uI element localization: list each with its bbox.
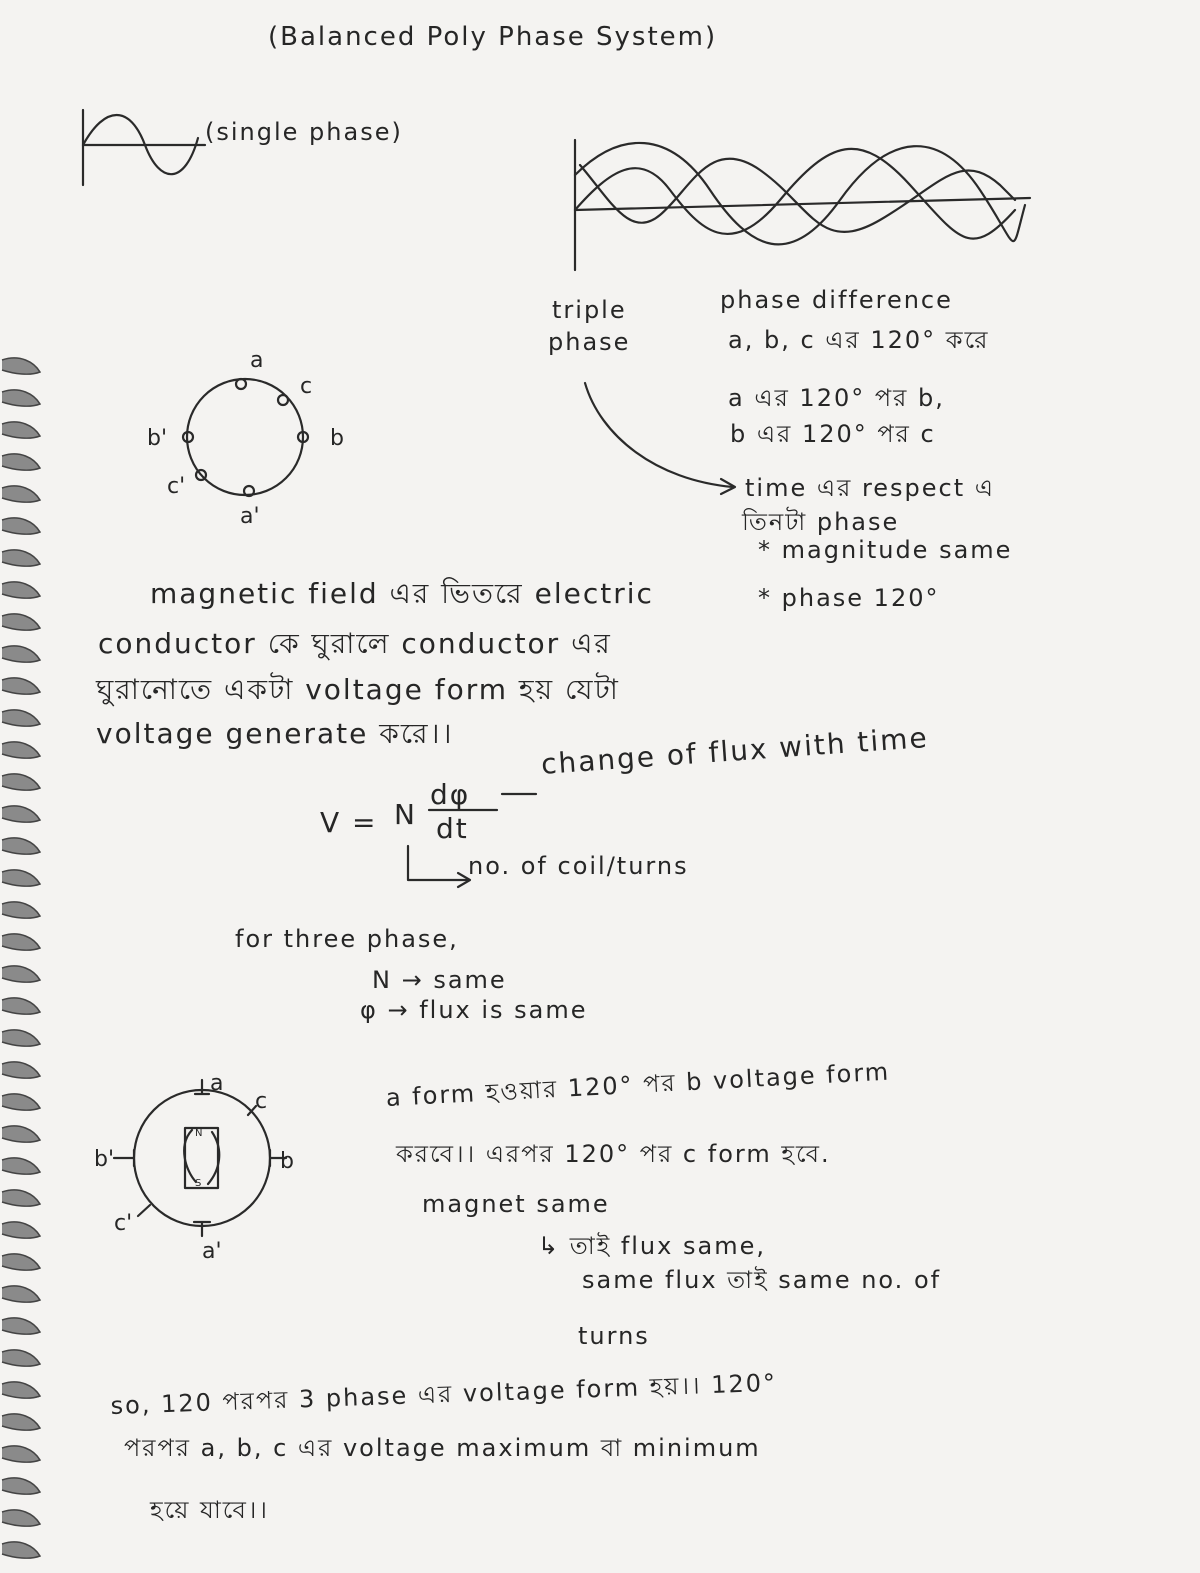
spiral-ring [2, 1510, 40, 1526]
spiral-ring [2, 1350, 40, 1366]
circle2-label-a-prime: a' [202, 1239, 222, 1264]
formula-v: V = [320, 806, 378, 839]
spiral-binding [0, 350, 60, 1573]
conclusion-line2: পরপর a, b, c এর voltage maximum বা minimum [124, 1434, 761, 1462]
three-phase-n-line: N → same [372, 966, 507, 994]
spiral-ring [2, 742, 40, 758]
a-form-line2: করবে।। এরপর 120° পর c form হবে. [396, 1140, 831, 1168]
spiral-ring [2, 870, 40, 886]
coil-diagram-1 [135, 345, 355, 535]
turns-arrow [400, 842, 475, 890]
phase-diff-line1: phase difference [720, 286, 953, 314]
spiral-ring [2, 934, 40, 950]
spiral-ring [2, 1318, 40, 1334]
formula-change-note: change of flux with time [540, 720, 930, 781]
spiral-ring [2, 774, 40, 790]
spiral-ring [2, 678, 40, 694]
circle2-label-c-prime: c' [114, 1211, 133, 1236]
circle1-label-b-prime: b' [147, 426, 168, 451]
three-phase-waveform [560, 130, 1040, 280]
change-dash [500, 790, 540, 798]
magnet-line2: ↳ তাই flux same, [538, 1232, 766, 1260]
spiral-ring [2, 1158, 40, 1174]
circle1-label-c-prime: c' [167, 474, 186, 499]
circle2-label-c: c [255, 1089, 268, 1114]
spiral-ring [2, 710, 40, 726]
circle2-label-a: a [210, 1071, 224, 1096]
spiral-ring [2, 1542, 40, 1558]
spiral-ring [2, 550, 40, 566]
spiral-ring [2, 390, 40, 406]
page-title: (Balanced Poly Phase System) [268, 22, 718, 52]
circle1-label-b: b [330, 426, 344, 451]
magnetic-line4: voltage generate করে।। [96, 717, 454, 750]
spiral-ring [2, 358, 40, 374]
spiral-ring [2, 518, 40, 534]
spiral-ring [2, 838, 40, 854]
svg-text:S: S [195, 1178, 202, 1189]
conclusion-line3: হয়ে যাবে।। [150, 1496, 269, 1524]
magnetic-line3: ঘুরানোতে একটা voltage form হয় যেটা [96, 673, 620, 706]
magnet-line4: turns [578, 1322, 650, 1350]
a-form-line1: a form হওয়ার 120° পর b voltage form [385, 1057, 891, 1112]
spiral-ring [2, 1094, 40, 1110]
spiral-ring [2, 966, 40, 982]
spiral-ring [2, 614, 40, 630]
spiral-ring [2, 422, 40, 438]
three-phase-heading: for three phase, [235, 925, 459, 953]
spiral-ring [2, 582, 40, 598]
formula-n: N [394, 798, 417, 831]
single-phase-label: (single phase) [205, 118, 403, 146]
formula-denominator: dt [436, 812, 469, 845]
conclusion-line1: so, 120 পরপর 3 phase এর voltage form হয়।। 120° [110, 1368, 778, 1420]
spiral-ring [2, 1382, 40, 1398]
time-note-line3: * magnitude same [758, 536, 1013, 564]
spiral-ring [2, 1286, 40, 1302]
circle1-label-a-prime: a' [240, 504, 260, 529]
spiral-ring [2, 646, 40, 662]
formula-turns-note: no. of coil/turns [468, 852, 689, 880]
spiral-ring [2, 1126, 40, 1142]
coil-diagram-2 [90, 1070, 330, 1270]
spiral-ring [2, 1030, 40, 1046]
magnetic-line1: magnetic field এর ভিতরে electric [150, 577, 654, 610]
spiral-ring [2, 1446, 40, 1462]
spiral-ring [2, 1222, 40, 1238]
triple-phase-label-2: phase [548, 328, 631, 356]
spiral-ring [2, 998, 40, 1014]
circle1-label-c: c [300, 374, 313, 399]
circle2-label-b: b [280, 1149, 294, 1174]
spiral-ring [2, 1478, 40, 1494]
spiral-ring [2, 902, 40, 918]
time-note-line1: time এর respect এ [745, 474, 996, 502]
single-phase-wave [70, 100, 210, 195]
spiral-ring [2, 1414, 40, 1430]
curved-arrow [575, 375, 745, 500]
spiral-ring [2, 486, 40, 502]
magnet-line1: magnet same [422, 1190, 610, 1218]
circle2-label-b-prime: b' [94, 1147, 115, 1172]
spiral-ring [2, 806, 40, 822]
spiral-ring [2, 1190, 40, 1206]
time-note-line4: * phase 120° [758, 584, 940, 612]
magnetic-line2: conductor কে ঘুরালে conductor এর [98, 627, 612, 660]
three-phase-phi-line: φ → flux is same [360, 996, 588, 1024]
phase-diff-line4: b এর 120° পর c [730, 420, 936, 448]
triple-phase-label-1: triple [552, 296, 627, 324]
spiral-ring [2, 1254, 40, 1270]
time-note-line2: তিনটা phase [742, 508, 900, 536]
circle1-label-a: a [250, 348, 264, 373]
spiral-ring [2, 1062, 40, 1078]
phase-diff-line3: a এর 120° পর b, [728, 384, 945, 412]
svg-text:N: N [195, 1128, 203, 1139]
magnet-line3: same flux তাই same no. of [582, 1266, 942, 1294]
phase-diff-line2: a, b, c এর 120° করে [728, 326, 990, 354]
spiral-ring [2, 454, 40, 470]
formula-numerator: dφ [430, 778, 471, 811]
